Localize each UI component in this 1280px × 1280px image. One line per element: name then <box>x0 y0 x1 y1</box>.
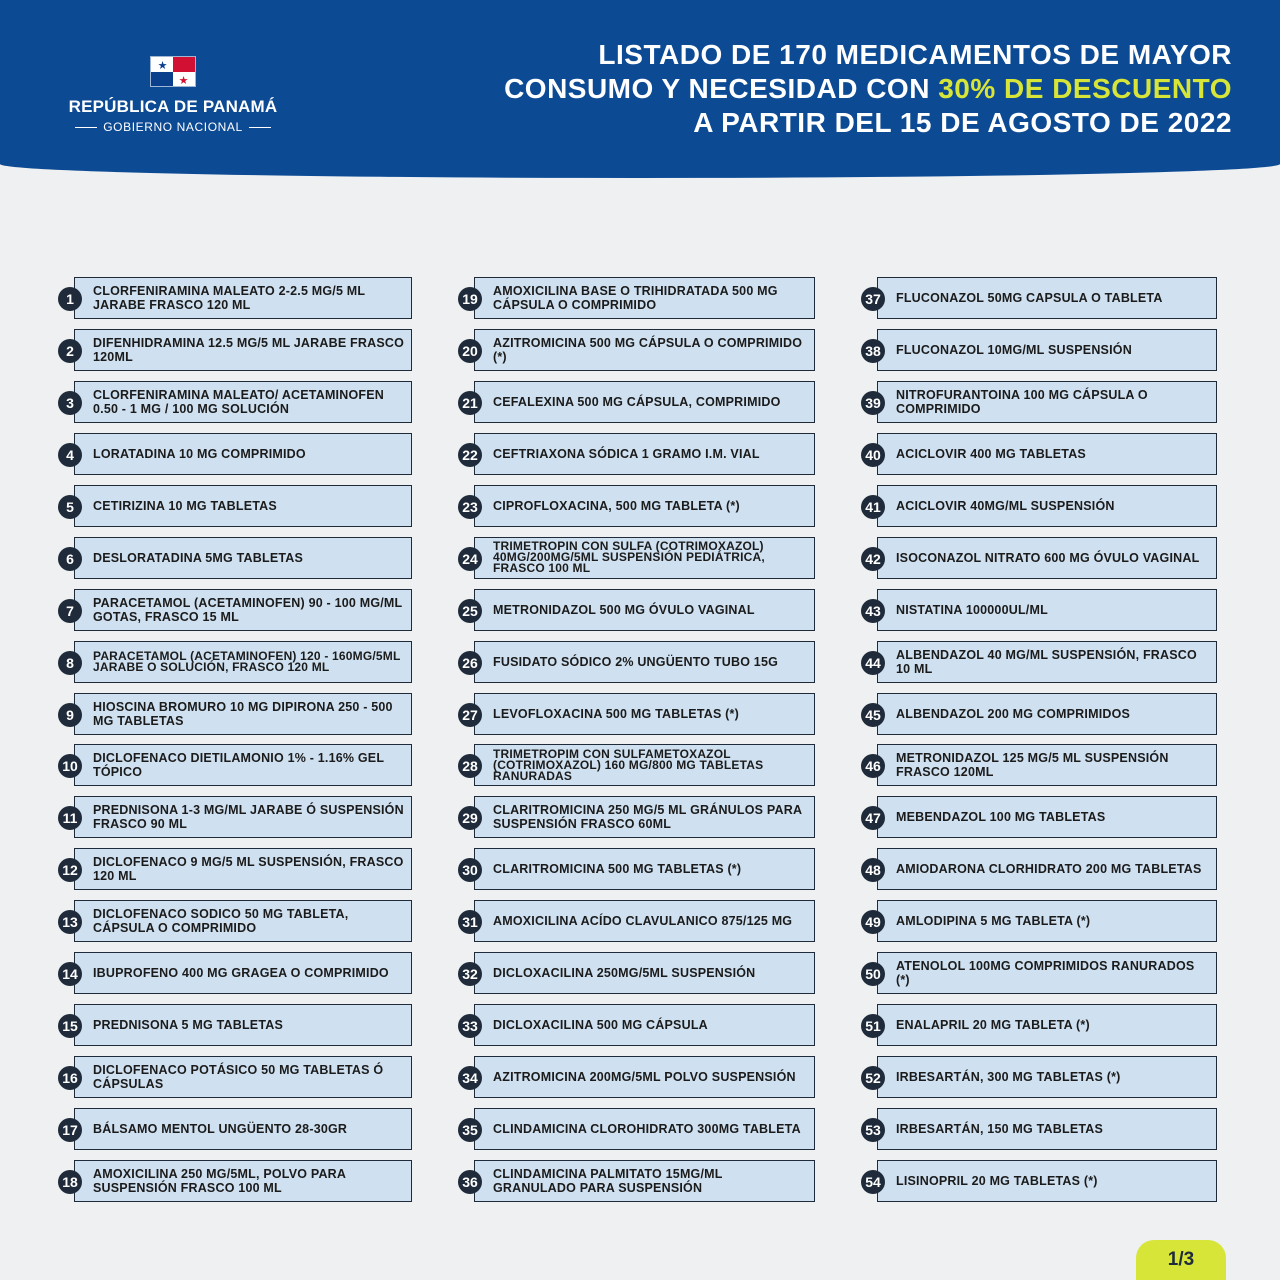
list-item <box>58 796 412 838</box>
item-number-badge: 30 <box>458 858 482 882</box>
list-item <box>458 329 815 371</box>
list-item <box>58 641 412 683</box>
medication-label-box <box>74 848 412 890</box>
discount-highlight: 30% DE DESCUENTO <box>938 73 1232 104</box>
medication-name: CEFTRIAXONA SÓDICA 1 GRAMO I.M. VIAL <box>493 446 760 461</box>
medication-label-box <box>74 381 412 423</box>
medication-name: AZITROMICINA 200MG/5ML POLVO SUSPENSIÓN <box>493 1070 796 1085</box>
medication-name: ALBENDAZOL 40 MG/ML SUSPENSIÓN, FRASCO 10 ML <box>896 647 1197 676</box>
item-number-badge: 41 <box>861 495 885 519</box>
medication-label-box <box>74 744 412 786</box>
medication-name: NISTATINA 100000UL/ML <box>896 602 1048 617</box>
list-item <box>58 693 412 735</box>
medication-name: LEVOFLOXACINA 500 MG TABLETAS (*) <box>493 706 739 721</box>
title-line-1: LISTADO DE 170 MEDICAMENTOS DE MAYOR <box>598 39 1232 70</box>
list-item <box>458 537 815 579</box>
list-item <box>458 641 815 683</box>
item-number-badge: 32 <box>458 962 482 986</box>
medication-label-box <box>74 900 412 942</box>
medication-name: DICLOFENACO 9 MG/5 ML SUSPENSIÓN, FRASCO 120 ML <box>93 855 404 884</box>
medication-label-box <box>877 641 1217 683</box>
item-number-badge: 51 <box>861 1014 885 1038</box>
medication-name: ACICLOVIR 40MG/ML SUSPENSIÓN <box>896 498 1115 513</box>
medication-name: BÁLSAMO MENTOL UNGÜENTO 28-30GR <box>93 1122 348 1136</box>
medication-label-box <box>877 537 1217 579</box>
medication-label-box <box>877 848 1217 890</box>
medication-label-box <box>474 744 815 786</box>
list-item <box>58 1004 412 1046</box>
item-number-badge: 52 <box>861 1066 885 1090</box>
list-item <box>58 277 412 319</box>
item-number-badge: 49 <box>861 910 885 934</box>
medication-name: FLUCONAZOL 10MG/ML SUSPENSIÓN <box>896 342 1132 357</box>
medication-name: AMLODIPINA 5 MG TABLETA (*) <box>896 914 1091 929</box>
header-banner <box>0 0 1280 178</box>
item-number-badge: 18 <box>58 1170 82 1194</box>
list-item <box>58 329 412 371</box>
list-item <box>458 900 815 942</box>
medication-name: HIOSCINA BROMURO 10 MG DIPIRONA 250 - 500 MG TABLETAS <box>93 699 393 728</box>
medication-label-box <box>74 641 412 683</box>
page-indicator: 1/3 <box>1136 1240 1226 1280</box>
medication-name: LISINOPRIL 20 MG TABLETAS (*) <box>896 1173 1098 1188</box>
item-number-badge: 8 <box>58 651 82 675</box>
item-number-badge: 40 <box>861 443 885 467</box>
list-item <box>58 848 412 890</box>
item-number-badge: 28 <box>458 754 482 778</box>
medication-name: AMOXICILINA ACÍDO CLAVULANICO 875/125 MG <box>493 914 793 929</box>
item-number-badge: 21 <box>458 391 482 415</box>
list-item <box>861 1004 1217 1046</box>
medication-label-box <box>877 796 1217 838</box>
medication-label-box <box>474 848 815 890</box>
item-number-badge: 1 <box>58 287 82 311</box>
list-item <box>58 1108 412 1150</box>
list-item <box>458 1056 815 1098</box>
item-number-badge: 45 <box>861 703 885 727</box>
item-number-badge: 42 <box>861 547 885 571</box>
medication-name: ALBENDAZOL 200 MG COMPRIMIDOS <box>896 706 1131 721</box>
medication-name: ENALAPRIL 20 MG TABLETA (*) <box>896 1018 1090 1033</box>
medication-label-box <box>74 277 412 319</box>
medication-label-box <box>877 381 1217 423</box>
list-item <box>861 381 1217 423</box>
item-number-badge: 37 <box>861 287 885 311</box>
medication-name: DICLOXACILINA 250MG/5ML SUSPENSIÓN <box>493 966 756 981</box>
medication-name: PREDNISONA 5 MG TABLETAS <box>93 1018 283 1033</box>
medication-label-box <box>74 1056 412 1098</box>
item-number-badge: 12 <box>58 858 82 882</box>
item-number-badge: 20 <box>458 339 482 363</box>
list-item <box>458 381 815 423</box>
list-item <box>58 1160 412 1202</box>
item-number-badge: 34 <box>458 1066 482 1090</box>
item-number-badge: 14 <box>58 962 82 986</box>
item-number-badge: 15 <box>58 1014 82 1038</box>
medication-name: IBUPROFENO 400 MG GRAGEA O COMPRIMIDO <box>93 966 389 981</box>
medication-label-box <box>877 1108 1217 1150</box>
medication-name: DICLOFENACO SODICO 50 MG TABLETA, CÁPSULA O COMPRIMIDO <box>93 907 349 936</box>
medication-label-box <box>474 329 815 371</box>
medication-name: IRBESARTÁN, 150 MG TABLETAS <box>896 1122 1104 1136</box>
list-item <box>58 485 412 527</box>
medication-label-box <box>474 796 815 838</box>
medication-name: TRIMETROPIN CON SULFA (COTRIMOXAZOL) 40MG/200MG/5ML SUSPENSIÓN PEDIÁTRICA, FRASCO 100 ML <box>493 539 765 576</box>
item-number-badge: 50 <box>861 962 885 986</box>
medication-name: IRBESARTÁN, 300 MG TABLETAS (*) <box>896 1070 1121 1085</box>
medication-label-box <box>474 900 815 942</box>
medication-label-box <box>877 693 1217 735</box>
medication-name: LORATADINA 10 MG COMPRIMIDO <box>93 446 306 461</box>
medication-name: AZITROMICINA 500 MG CÁPSULA O COMPRIMIDO (*) <box>493 335 803 364</box>
medication-label-box <box>474 485 815 527</box>
item-number-badge: 35 <box>458 1118 482 1142</box>
medication-label-box <box>474 589 815 631</box>
item-number-badge: 36 <box>458 1170 482 1194</box>
item-number-badge: 26 <box>458 651 482 675</box>
medication-name: PARACETAMOL (ACETAMINOFEN) 90 - 100 MG/ML GOTAS, FRASCO 15 ML <box>93 595 403 624</box>
list-item <box>58 589 412 631</box>
list-item <box>861 693 1217 735</box>
medication-name: DICLOFENACO DIETILAMONIO 1% - 1.16% GEL TÓPICO <box>93 751 384 780</box>
item-number-badge: 22 <box>458 443 482 467</box>
medication-label-box <box>74 952 412 994</box>
logo-subtitle: GOBIERNO NACIONAL <box>58 120 288 134</box>
medication-label-box <box>877 744 1217 786</box>
medication-label-box <box>474 433 815 475</box>
list-item <box>861 744 1217 786</box>
item-number-badge: 27 <box>458 703 482 727</box>
medication-name: AMOXICILINA BASE O TRIHIDRATADA 500 MG CÁPSULA O COMPRIMIDO <box>493 284 778 312</box>
medication-label-box <box>877 433 1217 475</box>
medication-label-box <box>74 537 412 579</box>
medication-name: CLORFENIRAMINA MALEATO 2-2.5 MG/5 ML JARABE FRASCO 120 ML <box>93 284 366 312</box>
list-item <box>861 1108 1217 1150</box>
medication-name: CEFALEXINA 500 MG CÁPSULA, COMPRIMIDO <box>493 394 781 409</box>
item-number-badge: 3 <box>58 391 82 415</box>
item-number-badge: 53 <box>861 1118 885 1142</box>
medication-label-box <box>877 277 1217 319</box>
medication-label-box <box>877 1004 1217 1046</box>
medication-name: CETIRIZINA 10 MG TABLETAS <box>93 498 277 513</box>
list-item <box>458 277 815 319</box>
list-item <box>861 589 1217 631</box>
list-item <box>458 1004 815 1046</box>
medication-name: AMIODARONA CLORHIDRATO 200 MG TABLETAS <box>896 862 1202 877</box>
item-number-badge: 4 <box>58 443 82 467</box>
medication-column <box>458 277 815 1202</box>
medication-name: MEBENDAZOL 100 MG TABLETAS <box>896 810 1106 825</box>
item-number-badge: 10 <box>58 754 82 778</box>
medication-label-box <box>877 485 1217 527</box>
medication-label-box <box>74 589 412 631</box>
medication-name: PARACETAMOL (ACETAMINOFEN) 120 - 160MG/5ML JARABE O SOLUCIÓN, FRASCO 120 ML <box>93 648 401 674</box>
medication-label-box <box>474 277 815 319</box>
medication-name: CIPROFLOXACINA, 500 MG TABLETA (*) <box>493 498 740 513</box>
title-line-3: A PARTIR DEL 15 DE AGOSTO DE 2022 <box>693 107 1232 138</box>
medication-name: CLINDAMICINA CLOROHIDRATO 300MG TABLETA <box>493 1122 801 1136</box>
page-title <box>432 38 1232 140</box>
list-item <box>861 796 1217 838</box>
item-number-badge: 2 <box>58 339 82 363</box>
medication-label-box <box>74 329 412 371</box>
medication-label-box <box>474 693 815 735</box>
item-number-badge: 7 <box>58 599 82 623</box>
item-number-badge: 17 <box>58 1118 82 1142</box>
item-number-badge: 24 <box>458 547 482 571</box>
item-number-badge: 54 <box>861 1170 885 1194</box>
list-item <box>458 485 815 527</box>
list-item <box>861 952 1217 994</box>
list-item <box>861 900 1217 942</box>
medication-label-box <box>474 1056 815 1098</box>
list-item <box>58 381 412 423</box>
medication-name: ISOCONAZOL NITRATO 600 MG ÓVULO VAGINAL <box>896 550 1200 565</box>
medication-label-box <box>877 1056 1217 1098</box>
list-item <box>861 641 1217 683</box>
medication-label-box <box>474 1108 815 1150</box>
medication-label-box <box>74 1004 412 1046</box>
medication-name: AMOXICILINA 250 MG/5ML, POLVO PARA SUSPENSIÓN FRASCO 100 ML <box>93 1166 346 1195</box>
list-item <box>861 848 1217 890</box>
list-item <box>458 952 815 994</box>
medication-label-box <box>877 589 1217 631</box>
item-number-badge: 23 <box>458 495 482 519</box>
item-number-badge: 16 <box>58 1066 82 1090</box>
item-number-badge: 9 <box>58 703 82 727</box>
list-item <box>458 744 815 786</box>
medication-label-box <box>74 433 412 475</box>
medication-label-box <box>474 381 815 423</box>
item-number-badge: 6 <box>58 547 82 571</box>
item-number-badge: 29 <box>458 806 482 830</box>
list-item <box>58 1056 412 1098</box>
medication-name: DICLOFENACO POTÁSICO 50 MG TABLETAS Ó CÁPSULAS <box>93 1063 384 1092</box>
list-item <box>458 589 815 631</box>
medication-label-box <box>877 1160 1217 1202</box>
medication-list <box>58 277 1218 1202</box>
medication-column <box>861 277 1217 1202</box>
medication-name: METRONIDAZOL 500 MG ÓVULO VAGINAL <box>493 602 755 617</box>
list-item <box>458 1160 815 1202</box>
medication-name: DICLOXACILINA 500 MG CÁPSULA <box>493 1018 708 1033</box>
medication-label-box <box>877 329 1217 371</box>
item-number-badge: 5 <box>58 495 82 519</box>
medication-name: TRIMETROPIM CON SULFAMETOXAZOL (COTRIMOXAZOL) 160 MG/800 MG TABLETAS RANURADAS <box>493 746 764 783</box>
item-number-badge: 31 <box>458 910 482 934</box>
medication-label-box <box>474 952 815 994</box>
item-number-badge: 19 <box>458 287 482 311</box>
item-number-badge: 44 <box>861 651 885 675</box>
medication-label-box <box>877 900 1217 942</box>
logo-title: REPÚBLICA DE PANAMÁ <box>68 97 278 116</box>
medication-label-box <box>474 641 815 683</box>
medication-label-box <box>74 1160 412 1202</box>
item-number-badge: 47 <box>861 806 885 830</box>
list-item <box>58 900 412 942</box>
item-number-badge: 33 <box>458 1014 482 1038</box>
list-item <box>58 952 412 994</box>
title-line-2: CONSUMO Y NECESIDAD CON 30% DE DESCUENTO <box>504 73 1232 104</box>
list-item <box>861 277 1217 319</box>
list-item <box>458 433 815 475</box>
item-number-badge: 38 <box>861 339 885 363</box>
medication-name: NITROFURANTOINA 100 MG CÁPSULA O COMPRIMIDO <box>896 387 1148 416</box>
item-number-badge: 39 <box>861 391 885 415</box>
item-number-badge: 11 <box>58 806 82 830</box>
medication-name: FUSIDATO SÓDICO 2% UNGÜENTO TUBO 15G <box>493 654 779 669</box>
medication-label-box <box>74 796 412 838</box>
list-item <box>861 485 1217 527</box>
medication-name: CLORFENIRAMINA MALEATO/ ACETAMINOFEN 0.50 - 1 MG / 100 MG SOLUCIÓN <box>93 387 384 416</box>
list-item <box>861 1160 1217 1202</box>
medication-name: CLARITROMICINA 250 MG/5 ML GRÁNULOS PARA SUSPENSIÓN FRASCO 60ML <box>493 803 802 832</box>
medication-name: CLARITROMICINA 500 MG TABLETAS (*) <box>493 862 742 877</box>
medication-name: ACICLOVIR 400 MG TABLETAS <box>896 446 1086 461</box>
item-number-badge: 43 <box>861 599 885 623</box>
medication-label-box <box>474 1004 815 1046</box>
item-number-badge: 13 <box>58 910 82 934</box>
list-item <box>58 537 412 579</box>
list-item <box>458 1108 815 1150</box>
medication-name: DIFENHIDRAMINA 12.5 MG/5 ML JARABE FRASCO 120ML <box>93 335 405 364</box>
medication-name: CLINDAMICINA PALMITATO 15MG/ML GRANULADO PARA SUSPENSIÓN <box>493 1166 723 1195</box>
list-item <box>861 537 1217 579</box>
medication-name: ATENOLOL 100MG COMPRIMIDOS RANURADOS (*) <box>896 959 1195 988</box>
panama-flag-icon: ★ ★ <box>150 56 196 87</box>
medication-label-box <box>474 1160 815 1202</box>
medication-name: FLUCONAZOL 50MG CAPSULA O TABLETA <box>896 291 1163 305</box>
item-number-badge: 48 <box>861 858 885 882</box>
list-item <box>58 433 412 475</box>
government-logo <box>58 56 288 134</box>
medication-label-box <box>474 537 815 579</box>
medication-label-box <box>74 693 412 735</box>
list-item <box>458 693 815 735</box>
item-number-badge: 46 <box>861 754 885 778</box>
list-item <box>861 1056 1217 1098</box>
list-item <box>58 744 412 786</box>
medication-name: METRONIDAZOL 125 MG/5 ML SUSPENSIÓN FRASCO 120ML <box>896 751 1169 780</box>
medication-label-box <box>877 952 1217 994</box>
list-item <box>861 329 1217 371</box>
medication-column <box>58 277 412 1202</box>
list-item <box>458 848 815 890</box>
medication-name: PREDNISONA 1-3 MG/ML JARABE Ó SUSPENSIÓN FRASCO 90 ML <box>93 803 404 832</box>
list-item <box>861 433 1217 475</box>
medication-label-box <box>74 1108 412 1150</box>
list-item <box>458 796 815 838</box>
medication-name: DESLORATADINA 5MG TABLETAS <box>93 550 304 565</box>
medication-label-box <box>74 485 412 527</box>
item-number-badge: 25 <box>458 599 482 623</box>
